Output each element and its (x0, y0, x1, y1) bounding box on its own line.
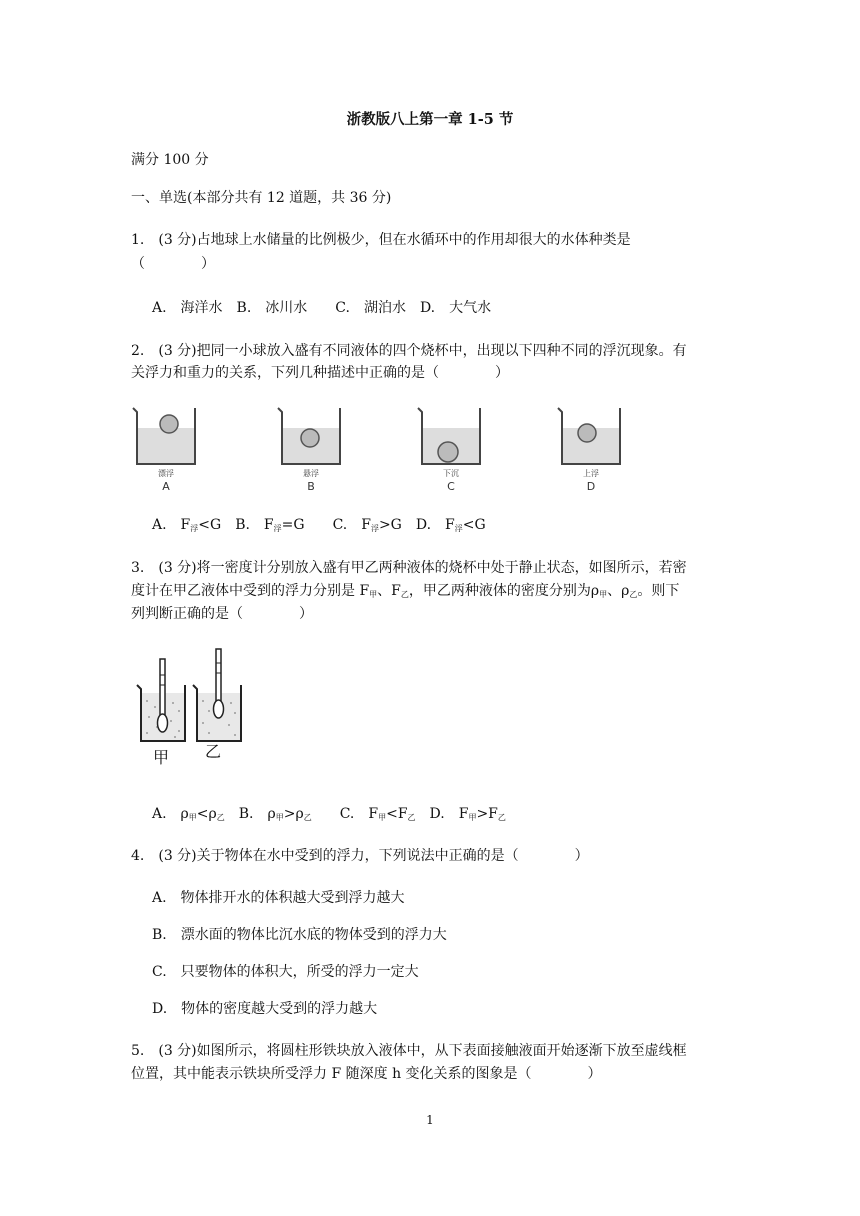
beaker-d (558, 408, 620, 464)
q4-stem: 4. (3 分)关于物体在水中受到的浮力，下列说法中正确的是（ ） (131, 848, 589, 864)
q2-options: A. $F_浮<G$ B. $F_浮=G$ C. $F_浮>G$ D. $F_浮<G$ (152, 517, 486, 533)
q4-option-a: A. 物体排开水的体积越大受到浮力越大 (152, 890, 405, 906)
beaker-b (278, 408, 340, 464)
q5-stem-line2: 位置，其中能表示铁块所受浮力 F 随深度 h 变化关系的图象是（ ） (131, 1066, 602, 1082)
q3-options: A. $\rho_甲<\rho_乙$ B. $\rho_甲>\rho_乙$ C. $F_甲<F_乙$ D. $F_甲>F_乙$ (152, 806, 506, 822)
beaker-a-state: 漂浮 (158, 469, 174, 478)
q3-hydrometer-figure (135, 645, 265, 770)
beaker-b-state: 悬浮 (303, 469, 319, 478)
beaker-d-letter: D (586, 480, 596, 492)
q1-blank: （ ） (131, 256, 215, 272)
beaker-b-letter: B (307, 480, 315, 492)
q4-option-c: C. 只要物体的体积大，所受的浮力一定大 (152, 964, 419, 980)
beaker-c-letter: C (447, 480, 455, 492)
label-jia: 甲 (152, 748, 170, 767)
q3-stem-line3: 列判断正确的是（ ） (131, 606, 313, 622)
label-yi: 乙 (204, 742, 222, 761)
section-heading: 一、单选(本部分共有 12 道题，共 36 分) (131, 190, 392, 206)
q3-stem-line1: 3. (3 分)将一密度计分别放入盛有甲乙两种液体的烧杯中处于静止状态，如图所示，若密 (131, 560, 687, 576)
q2-stem-line2: 关浮力和重力的关系，下列几种描述中正确的是（ ） (131, 365, 509, 381)
page-number: 1 (426, 1113, 434, 1127)
beaker-a-letter: A (162, 480, 170, 492)
q2-stem-line1: 2. (3 分)把同一小球放入盛有不同液体的四个烧杯中，出现以下四种不同的浮沉现象。有 (131, 343, 687, 359)
beaker-d-state: 上浮 (583, 469, 599, 478)
q5-stem-line1: 5. (3 分)如图所示，将圆柱形铁块放入液体中，从下表面接触液面开始逐渐下放至虚线框 (131, 1043, 687, 1059)
q4-option-d: D. 物体的密度越大受到的浮力越大 (152, 1001, 378, 1017)
q1-options: A. 海洋水 B. 冰川水 C. 湖泊水 D. 大气水 (152, 300, 492, 316)
q3-stem-line2: 度计在甲乙液体中受到的浮力分别是 $F_甲$、$F_乙$，甲乙两种液体的密度分别为$\rho_甲$、$\rho_乙$。则下 (131, 583, 680, 599)
q1-stem: 1. (3 分)占地球上水储量的比例极少，但在水循环中的作用却很大的水体种类是 (131, 232, 631, 248)
beaker-c (418, 408, 480, 464)
beaker-a (133, 408, 195, 464)
beaker-c-state: 下沉 (443, 469, 459, 478)
q4-option-b: B. 漂水面的物体比沉水底的物体受到的浮力大 (152, 927, 447, 943)
full-score: 满分 100 分 (131, 152, 209, 168)
page-title: 浙教版八上第一章 1-5 节 (346, 111, 514, 128)
q2-beakers-figure (125, 400, 625, 492)
